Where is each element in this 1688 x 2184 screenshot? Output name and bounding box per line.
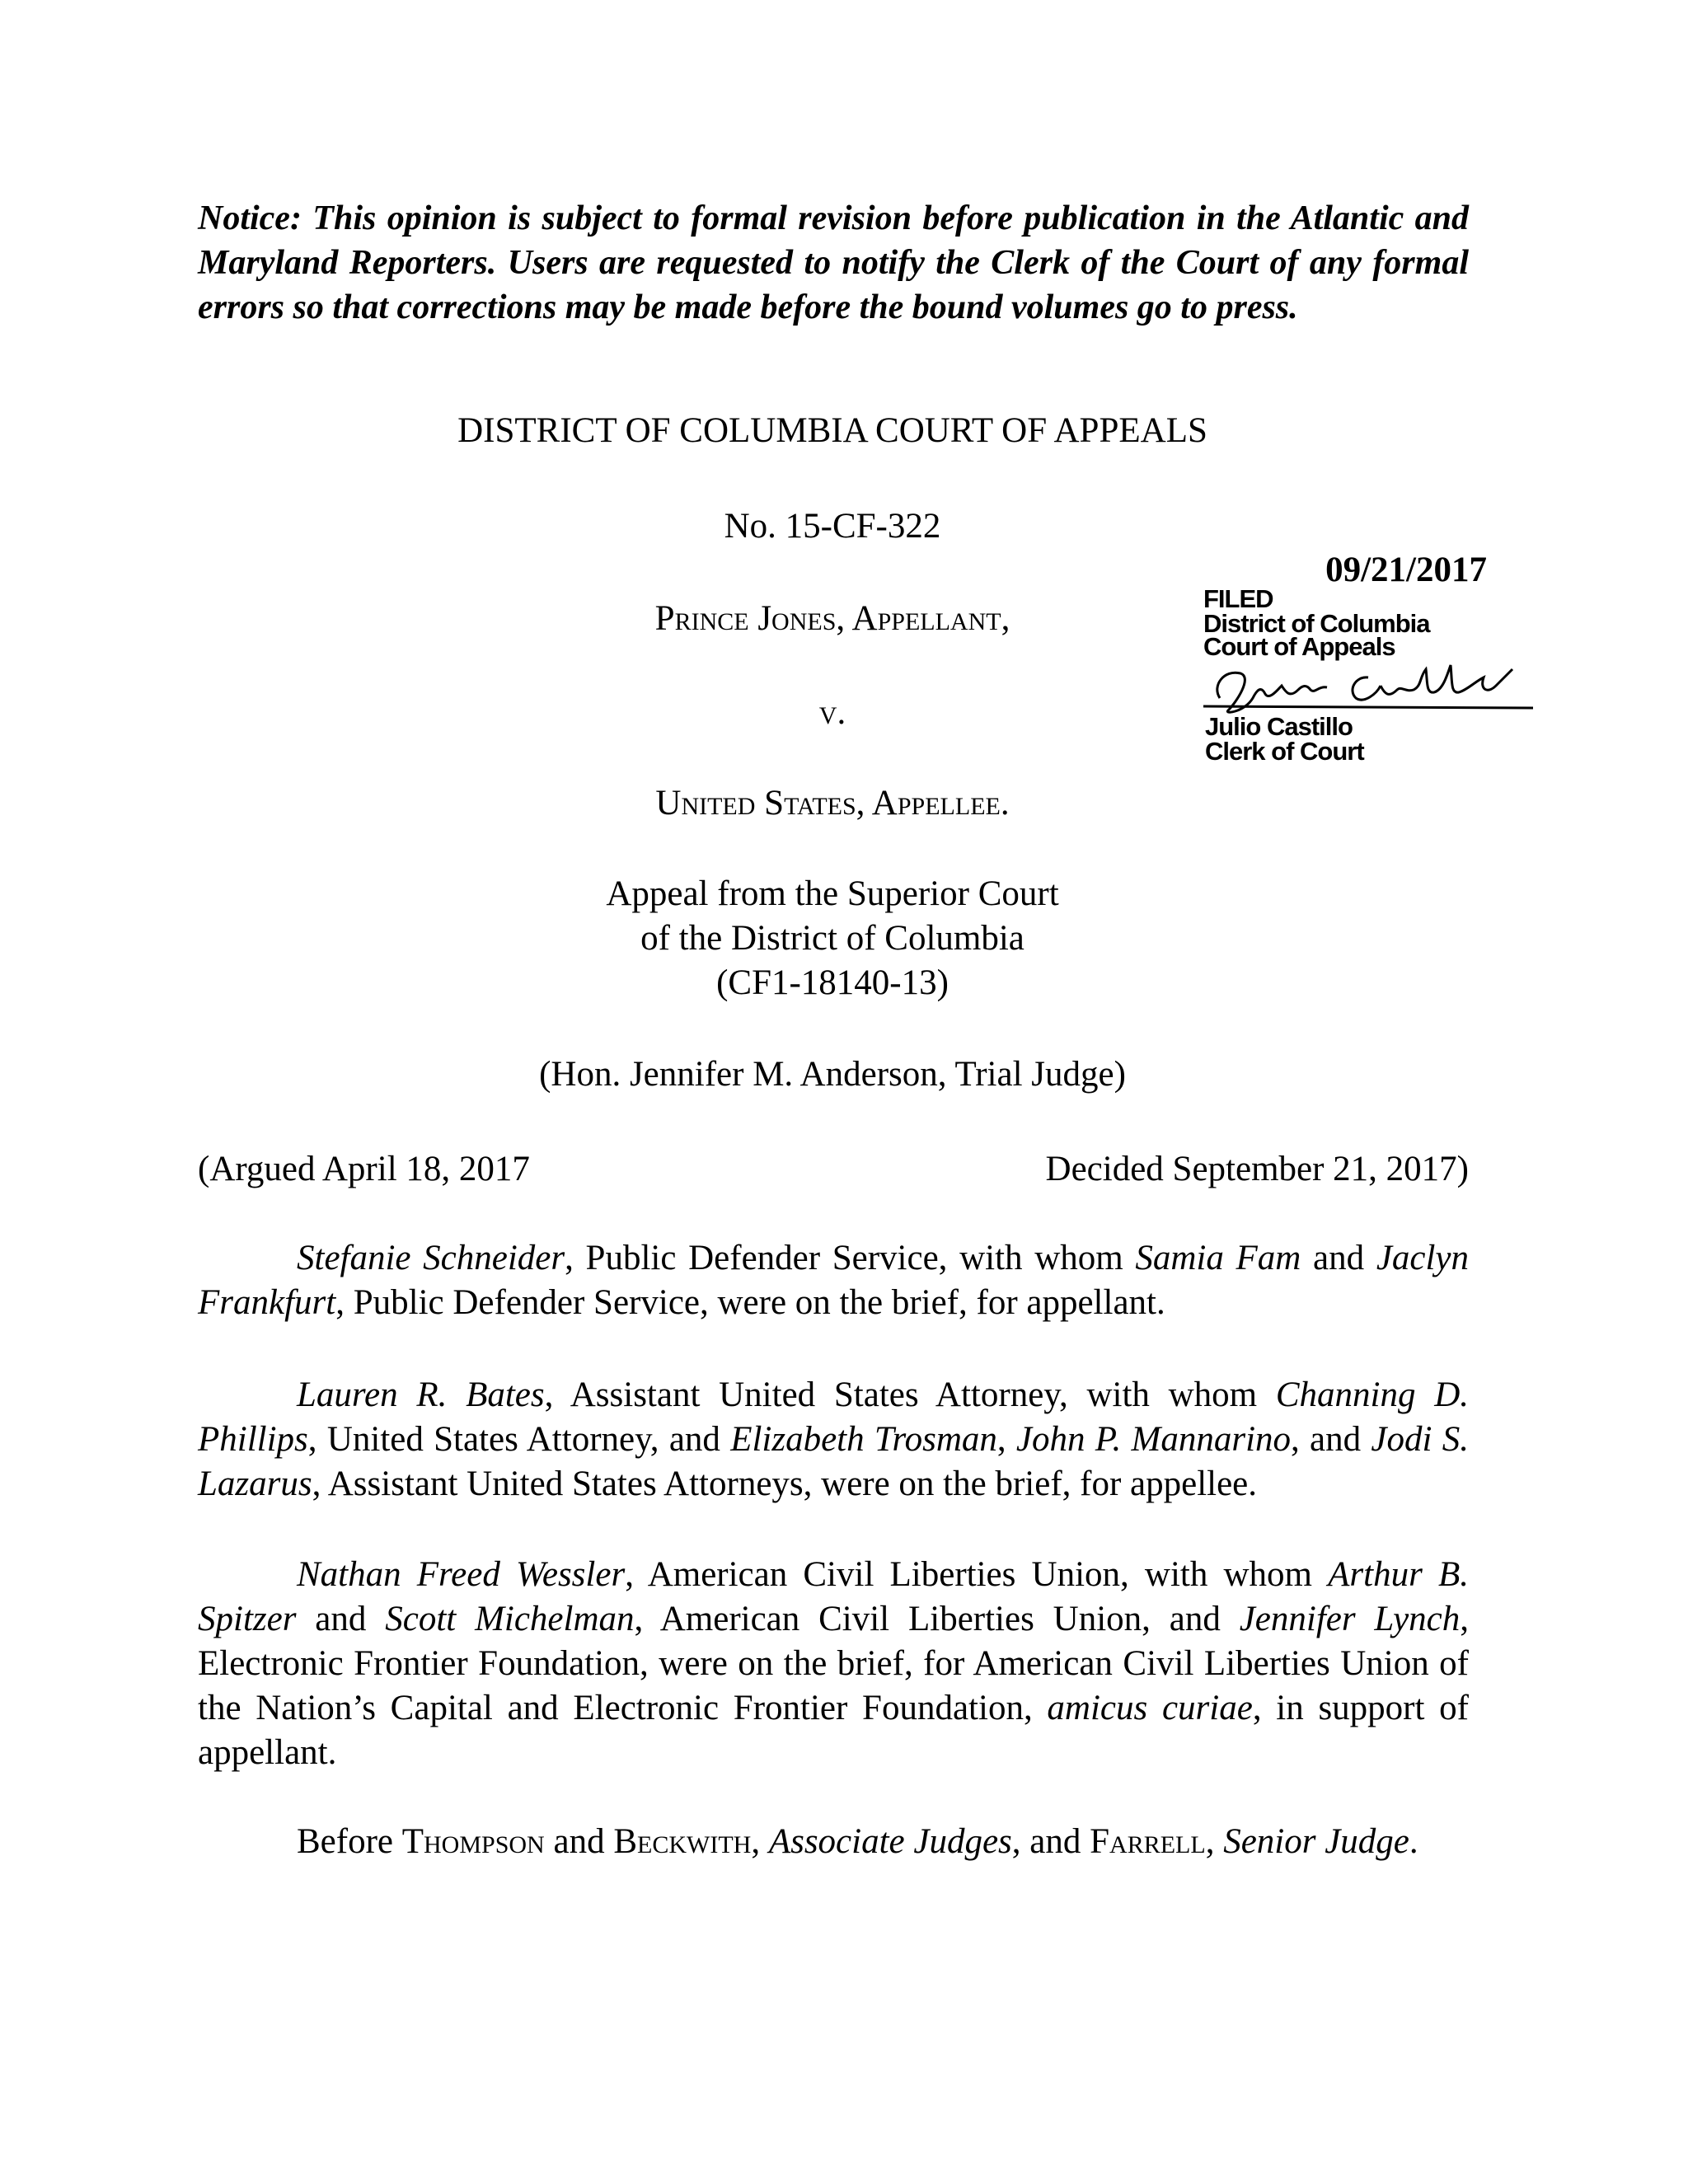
counsel-text: , Public Defender Service, with whom bbox=[565, 1239, 1136, 1277]
stamp-filed: FILED bbox=[1203, 584, 1273, 613]
appellant-caption: Prince Jones, Appellant, bbox=[654, 599, 1010, 638]
counsel-text: , bbox=[996, 1420, 1016, 1459]
panel-text: . bbox=[1409, 1822, 1418, 1861]
trial-judge: (Hon. Jennifer M. Anderson, Trial Judge) bbox=[539, 1055, 1126, 1094]
counsel-name: Scott Michelman bbox=[385, 1600, 635, 1638]
panel-text: and bbox=[544, 1822, 614, 1861]
filed-stamp bbox=[1203, 584, 1533, 826]
counsel-text: and bbox=[296, 1600, 386, 1638]
lower-court-number: (CF1-18140-13) bbox=[716, 963, 949, 1002]
counsel-text: , Assistant United States Attorneys, were on the brief, for appellee. bbox=[312, 1465, 1258, 1503]
panel-text: , bbox=[751, 1822, 769, 1861]
stamp-court-line-1: District of Columbia bbox=[1203, 609, 1430, 638]
versus: v. bbox=[818, 693, 846, 732]
judge-name: Beckwith bbox=[613, 1822, 752, 1861]
counsel-text: , American Civil Liberties Union, and bbox=[634, 1600, 1240, 1638]
judge-name: Thompson bbox=[401, 1822, 545, 1861]
panel-of-judges bbox=[198, 1820, 1469, 1864]
panel-text: , bbox=[1205, 1822, 1224, 1861]
counsel-name: Samia Fam bbox=[1135, 1239, 1301, 1277]
clerk-signature bbox=[1203, 653, 1533, 719]
counsel-text: , American Civil Liberties Union, with whom bbox=[625, 1555, 1329, 1594]
counsel-appellant bbox=[198, 1236, 1469, 1325]
counsel-name: Elizabeth Trosman bbox=[730, 1420, 997, 1459]
argued-date: (Argued April 18, 2017 bbox=[198, 1150, 530, 1188]
counsel-text: , in support of appellant. bbox=[198, 1689, 1469, 1772]
judge-role: Associate Judges bbox=[768, 1822, 1012, 1861]
court-name: DISTRICT OF COLUMBIA COURT OF APPEALS bbox=[457, 411, 1207, 450]
judge-role: Senior Judge bbox=[1223, 1822, 1409, 1861]
counsel-amicus bbox=[198, 1553, 1469, 1775]
panel-text: Before bbox=[297, 1822, 402, 1861]
panel-text: , and bbox=[1011, 1822, 1090, 1861]
counsel-name: Arthur B. Spitzer bbox=[198, 1555, 1469, 1638]
counsel-name: John P. Mannarino bbox=[1015, 1420, 1292, 1459]
counsel-text: , Public Defender Service, were on the brief, for appellant. bbox=[335, 1283, 1165, 1322]
publication-notice: Notice: This opinion is subject to formal revision before publication in the Atlantic and Maryland Reporters. Users are requested to notify the Clerk of the Court of any formal errors so that corrections may be made before the bound volumes go to press. bbox=[198, 199, 1469, 326]
stamp-clerk-title: Clerk of Court bbox=[1205, 737, 1364, 766]
amicus-curiae: amicus curiae bbox=[1047, 1689, 1253, 1727]
judge-name: Farrell bbox=[1090, 1822, 1206, 1861]
stamp-clerk-name: Julio Castillo bbox=[1205, 712, 1353, 741]
counsel-name: Channing D. Phillips bbox=[198, 1376, 1469, 1459]
counsel-name: Jodi S. Lazarus bbox=[198, 1420, 1469, 1503]
counsel-appellee bbox=[198, 1373, 1469, 1507]
counsel-name: Nathan Freed Wessler bbox=[297, 1555, 626, 1594]
appellee-caption: United States, Appellee. bbox=[655, 784, 1010, 823]
counsel-text: and bbox=[1301, 1239, 1376, 1277]
counsel-name: Lauren R. Bates bbox=[297, 1376, 545, 1414]
counsel-text: , Assistant United States Attorney, with whom bbox=[544, 1376, 1276, 1414]
counsel-text: , United States Attorney, and bbox=[307, 1420, 731, 1459]
case-number: No. 15-CF-322 bbox=[724, 507, 941, 546]
counsel-text: , Electronic Frontier Foundation, were on the brief, for American Civil Liberties Union of the Nation’s Capital and Electronic Frontier Foundation, bbox=[198, 1600, 1469, 1727]
counsel-text: , and bbox=[1291, 1420, 1372, 1459]
appeal-from-line-2: of the District of Columbia bbox=[640, 919, 1025, 958]
stamp-court-line-2: Court of Appeals bbox=[1203, 632, 1395, 661]
filed-date: 09/21/2017 bbox=[1325, 551, 1487, 589]
appeal-from-line-1: Appeal from the Superior Court bbox=[606, 874, 1059, 913]
decided-date: Decided September 21, 2017) bbox=[1045, 1150, 1469, 1188]
counsel-name: Jaclyn Frankfurt bbox=[198, 1239, 1470, 1322]
counsel-name: Stefanie Schneider bbox=[297, 1239, 565, 1277]
counsel-name: Jennifer Lynch bbox=[1239, 1600, 1461, 1638]
